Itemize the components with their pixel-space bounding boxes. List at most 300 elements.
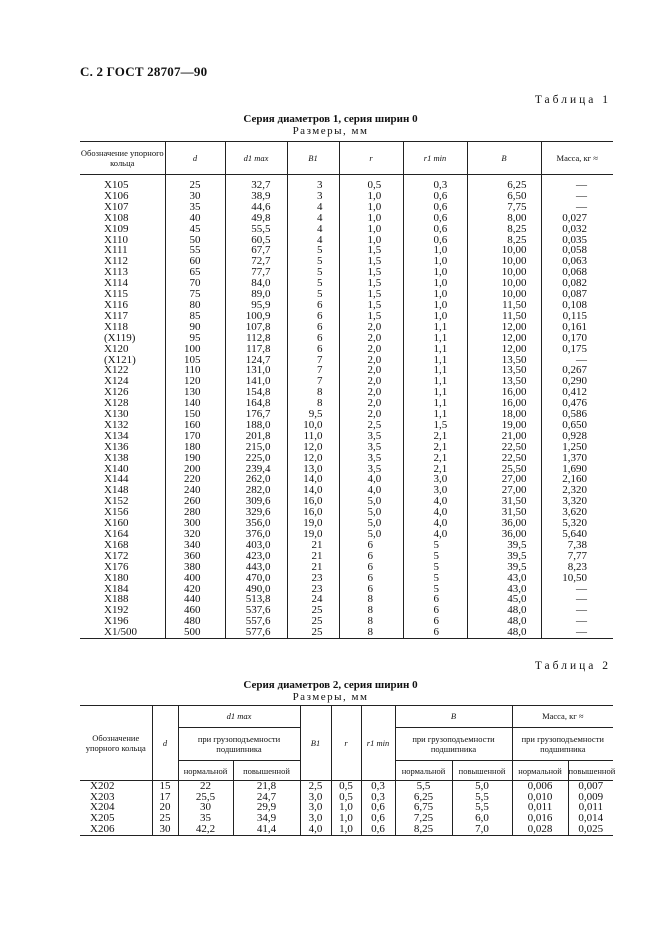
table-cell: 6 xyxy=(339,562,403,573)
table1-body xyxy=(80,175,613,639)
table-cell: X1/500 xyxy=(80,627,165,638)
table-cell: 90 xyxy=(165,322,225,333)
table-cell: 17 xyxy=(152,792,178,803)
table-cell: 89,0 xyxy=(225,289,287,300)
table-cell: 2,0 xyxy=(339,387,403,398)
table-cell: 0,6 xyxy=(403,235,467,246)
table-cell: 107,8 xyxy=(225,322,287,333)
table-cell: 1,690 xyxy=(541,464,613,475)
table-row xyxy=(80,562,613,573)
table-cell: 60,5 xyxy=(225,235,287,246)
table-cell: X138 xyxy=(80,453,165,464)
table-cell: 44,6 xyxy=(225,202,287,213)
table2-header-mass-normal: нормальной xyxy=(512,761,568,781)
table-cell: 0,014 xyxy=(568,813,613,824)
table-row xyxy=(80,300,613,311)
table-cell: 2,1 xyxy=(403,464,467,475)
table-cell: 15 xyxy=(152,781,178,792)
table-cell: 1,1 xyxy=(403,344,467,355)
table-cell: 1,0 xyxy=(403,256,467,267)
table-cell: 5 xyxy=(403,551,467,562)
table-cell: 4 xyxy=(287,202,339,213)
table-row xyxy=(80,551,613,562)
table-cell: X122 xyxy=(80,365,165,376)
table-cell: X136 xyxy=(80,442,165,453)
table-cell: 7,75 xyxy=(467,202,541,213)
table-cell: 0,6 xyxy=(361,813,395,824)
table-cell: 27,00 xyxy=(467,485,541,496)
table-cell: 50 xyxy=(165,235,225,246)
table1-header-row xyxy=(80,142,613,175)
table-cell: 14,0 xyxy=(287,474,339,485)
table-row xyxy=(80,507,613,518)
table-cell: 30 xyxy=(165,191,225,202)
table-cell: 0,009 xyxy=(568,792,613,803)
table-cell: 25,50 xyxy=(467,464,541,475)
table-cell: 7 xyxy=(287,355,339,366)
table-cell: — xyxy=(541,202,613,213)
table-cell: 1,1 xyxy=(403,376,467,387)
table-cell: 3 xyxy=(287,175,339,191)
table-row xyxy=(80,431,613,442)
table-cell: 10,0 xyxy=(287,420,339,431)
table-cell: 13,50 xyxy=(467,355,541,366)
table-cell: 1,0 xyxy=(403,289,467,300)
table-row xyxy=(80,175,613,191)
table-row xyxy=(80,387,613,398)
table-cell: 8,25 xyxy=(395,824,452,835)
table-cell: 13,0 xyxy=(287,464,339,475)
table-cell: X156 xyxy=(80,507,165,518)
table-cell: 0,290 xyxy=(541,376,613,387)
table-cell: 6 xyxy=(403,605,467,616)
table-cell: 8,25 xyxy=(467,224,541,235)
table-cell: 55 xyxy=(165,245,225,256)
table-cell: 2,1 xyxy=(403,453,467,464)
table-cell: 1,5 xyxy=(339,245,403,256)
table-cell: 105 xyxy=(165,355,225,366)
table-cell: 0,087 xyxy=(541,289,613,300)
table-cell: 55,5 xyxy=(225,224,287,235)
table-cell: 5 xyxy=(287,278,339,289)
table-row xyxy=(80,453,613,464)
table-cell: 403,0 xyxy=(225,540,287,551)
table-cell: X202 xyxy=(80,781,152,792)
table-cell: 49,8 xyxy=(225,213,287,224)
table-cell: 6,75 xyxy=(395,802,452,813)
table-cell: 201,8 xyxy=(225,431,287,442)
table-cell: 6 xyxy=(339,551,403,562)
table-row xyxy=(80,485,613,496)
table-cell: 0,5 xyxy=(331,792,361,803)
table-cell: 0,108 xyxy=(541,300,613,311)
table-cell: 2,1 xyxy=(403,431,467,442)
table-cell: 0,161 xyxy=(541,322,613,333)
table-cell: — xyxy=(541,594,613,605)
table-cell: 10,00 xyxy=(467,289,541,300)
table1-header-d: d xyxy=(165,142,225,175)
table-cell: 0,011 xyxy=(512,802,568,813)
table-cell: X176 xyxy=(80,562,165,573)
table1-header-designation: Обозначение упорного кольца xyxy=(80,142,165,175)
table-cell: 0,6 xyxy=(361,802,395,813)
table-cell: 6 xyxy=(287,333,339,344)
table-cell: 513,8 xyxy=(225,594,287,605)
table-cell: 1,0 xyxy=(403,311,467,322)
table-cell: 1,370 xyxy=(541,453,613,464)
table-cell: X112 xyxy=(80,256,165,267)
table-cell: 3,0 xyxy=(300,813,331,824)
table-cell: (X119) xyxy=(80,333,165,344)
table-cell: 280 xyxy=(165,507,225,518)
table-row xyxy=(80,420,613,431)
table-cell: 5,5 xyxy=(452,792,512,803)
table-cell: — xyxy=(541,175,613,191)
table-cell: 11,0 xyxy=(287,431,339,442)
table-cell: 4,0 xyxy=(403,529,467,540)
table-row xyxy=(80,344,613,355)
table-row xyxy=(80,474,613,485)
table-cell: 1,0 xyxy=(331,813,361,824)
table-cell: 6 xyxy=(403,594,467,605)
table-cell: 262,0 xyxy=(225,474,287,485)
table-cell: 23 xyxy=(287,573,339,584)
table2-subtitle: Размеры, мм xyxy=(292,691,369,703)
table-cell: 2,0 xyxy=(339,344,403,355)
table-cell: 5,0 xyxy=(339,529,403,540)
table-cell: 8,25 xyxy=(467,235,541,246)
table-cell: 0,006 xyxy=(512,781,568,792)
table-cell: 5,320 xyxy=(541,518,613,529)
table-cell: 5,0 xyxy=(339,507,403,518)
table-cell: 5 xyxy=(403,573,467,584)
table-cell: 443,0 xyxy=(225,562,287,573)
table-cell: X168 xyxy=(80,540,165,551)
table-cell: 117,8 xyxy=(225,344,287,355)
table-cell: 8 xyxy=(339,616,403,627)
table-cell: 282,0 xyxy=(225,485,287,496)
table-cell: 20 xyxy=(152,802,178,813)
table-cell: 13,50 xyxy=(467,376,541,387)
table-row xyxy=(80,365,613,376)
table-cell: 5 xyxy=(287,267,339,278)
table1-header-d1max: d1 max xyxy=(225,142,287,175)
table-cell: 35 xyxy=(165,202,225,213)
table-cell: X152 xyxy=(80,496,165,507)
table-row xyxy=(80,529,613,540)
table-cell: X124 xyxy=(80,376,165,387)
table-cell: 2,0 xyxy=(339,376,403,387)
table-cell: — xyxy=(541,191,613,202)
table-cell: 5,5 xyxy=(395,781,452,792)
table-cell: 3,0 xyxy=(403,474,467,485)
table-cell: 0,027 xyxy=(541,213,613,224)
table-cell: X196 xyxy=(80,616,165,627)
table-cell: 356,0 xyxy=(225,518,287,529)
table1-header-r: r xyxy=(339,142,403,175)
table-cell: 140 xyxy=(165,398,225,409)
table-row xyxy=(80,616,613,627)
table-cell: 3,0 xyxy=(300,792,331,803)
table2-title: Серия диаметров 2, серия ширин 0 xyxy=(243,679,418,691)
table-cell: 0,6 xyxy=(361,824,395,835)
table-cell: 48,0 xyxy=(467,605,541,616)
table-cell: 3,5 xyxy=(339,453,403,464)
table-cell: 376,0 xyxy=(225,529,287,540)
table-row xyxy=(80,584,613,595)
table-row xyxy=(80,245,613,256)
table-cell: 75 xyxy=(165,289,225,300)
table2-header-d1max: d1 max xyxy=(178,706,300,728)
table-cell: 1,1 xyxy=(403,322,467,333)
table-cell: 21 xyxy=(287,551,339,562)
table-cell: 4,0 xyxy=(403,507,467,518)
table-cell: 6 xyxy=(287,344,339,355)
table-row xyxy=(80,267,613,278)
table-cell: 16,00 xyxy=(467,398,541,409)
table-cell: 5 xyxy=(403,562,467,573)
table-cell: 12,00 xyxy=(467,322,541,333)
table-cell: X180 xyxy=(80,573,165,584)
table-row xyxy=(80,213,613,224)
table-cell: 4,0 xyxy=(403,496,467,507)
table-cell: 25 xyxy=(287,627,339,638)
table-cell: 67,7 xyxy=(225,245,287,256)
table-cell: 6,25 xyxy=(467,175,541,191)
table-cell: 215,0 xyxy=(225,442,287,453)
table-cell: 30 xyxy=(178,802,233,813)
table-cell: 25,5 xyxy=(178,792,233,803)
table-cell: 4 xyxy=(287,213,339,224)
table-cell: X204 xyxy=(80,802,152,813)
table-cell: 100,9 xyxy=(225,311,287,322)
table2-header-row-1 xyxy=(80,706,613,728)
table-cell: 6 xyxy=(287,311,339,322)
table-cell: X115 xyxy=(80,289,165,300)
table-cell: 3 xyxy=(287,191,339,202)
table-cell: 3,5 xyxy=(339,442,403,453)
table-cell: 2,0 xyxy=(339,333,403,344)
table-cell: 0,170 xyxy=(541,333,613,344)
table2-header-load-mass: при грузоподъемности подшипника xyxy=(512,727,613,761)
table-cell: 0,035 xyxy=(541,235,613,246)
table-cell: 1,250 xyxy=(541,442,613,453)
table-cell: 6 xyxy=(287,300,339,311)
table-cell: 360 xyxy=(165,551,225,562)
table-cell: 6,0 xyxy=(452,813,512,824)
table-cell: 14,0 xyxy=(287,485,339,496)
table-row xyxy=(80,594,613,605)
table-cell: 8 xyxy=(287,398,339,409)
table-cell: 5 xyxy=(287,245,339,256)
table-cell: 1,1 xyxy=(403,355,467,366)
table2-header-mass: Масса, кг ≈ xyxy=(512,706,613,728)
table-cell: X106 xyxy=(80,191,165,202)
table-cell: 36,00 xyxy=(467,518,541,529)
table-cell: 22,50 xyxy=(467,442,541,453)
table-cell: 320 xyxy=(165,529,225,540)
table-cell: 154,8 xyxy=(225,387,287,398)
table-cell: 21,00 xyxy=(467,431,541,442)
table-cell: 10,50 xyxy=(541,573,613,584)
table-cell: 460 xyxy=(165,605,225,616)
table2-header-designation: Обозначение упорного кольца xyxy=(80,706,152,781)
table-cell: X206 xyxy=(80,824,152,835)
table-cell: 10,00 xyxy=(467,245,541,256)
table-cell: 2,0 xyxy=(339,409,403,420)
table-cell: 6 xyxy=(403,627,467,638)
table-row xyxy=(80,355,613,366)
table-cell: 60 xyxy=(165,256,225,267)
table-cell: — xyxy=(541,616,613,627)
table-cell: X188 xyxy=(80,594,165,605)
table1-header-mass: Масса, кг ≈ xyxy=(541,142,613,175)
table-cell: 43,0 xyxy=(467,584,541,595)
table-cell: 34,9 xyxy=(233,813,300,824)
table-cell: 1,5 xyxy=(339,278,403,289)
table-cell: 180 xyxy=(165,442,225,453)
table-cell: 340 xyxy=(165,540,225,551)
table-cell: 32,7 xyxy=(225,175,287,191)
table-cell: 4,0 xyxy=(339,474,403,485)
table-cell: X203 xyxy=(80,792,152,803)
table-cell: 1,0 xyxy=(403,267,467,278)
table-row xyxy=(80,398,613,409)
table-cell: 1,0 xyxy=(331,824,361,835)
table-cell: 2,5 xyxy=(300,781,331,792)
table-cell: 1,0 xyxy=(403,300,467,311)
table-cell: — xyxy=(541,605,613,616)
table-row xyxy=(80,464,613,475)
table-row xyxy=(80,824,613,835)
table-cell: 1,5 xyxy=(339,256,403,267)
table-cell: 31,50 xyxy=(467,496,541,507)
table2-header-r: r xyxy=(331,706,361,781)
table-cell: 10,00 xyxy=(467,278,541,289)
table-cell: 8 xyxy=(339,605,403,616)
table-cell: X116 xyxy=(80,300,165,311)
table-cell: 4,0 xyxy=(300,824,331,835)
table-cell: 1,5 xyxy=(403,420,467,431)
table-cell: 1,1 xyxy=(403,398,467,409)
table1-title: Серия диаметров 1, серия ширин 0 xyxy=(243,113,418,125)
table-cell: 2,1 xyxy=(403,442,467,453)
table-cell: 25 xyxy=(152,813,178,824)
table-cell: 5 xyxy=(403,540,467,551)
table-cell: X205 xyxy=(80,813,152,824)
table-cell: 0,058 xyxy=(541,245,613,256)
table-cell: 8 xyxy=(339,594,403,605)
table-cell: 36,00 xyxy=(467,529,541,540)
table-cell: 440 xyxy=(165,594,225,605)
page-header: С. 2 ГОСТ 28707—90 xyxy=(80,64,208,79)
table-cell: 8,00 xyxy=(467,213,541,224)
table-cell: X172 xyxy=(80,551,165,562)
table-cell: 0,5 xyxy=(339,175,403,191)
table-cell: 6 xyxy=(339,584,403,595)
table-row xyxy=(80,256,613,267)
table-cell: 1,0 xyxy=(339,224,403,235)
table-cell: X128 xyxy=(80,398,165,409)
table-cell: X114 xyxy=(80,278,165,289)
table-cell: 95,9 xyxy=(225,300,287,311)
table-cell: 48,0 xyxy=(467,627,541,638)
table-cell: 16,00 xyxy=(467,387,541,398)
table-cell: 1,0 xyxy=(403,278,467,289)
table-cell: 7 xyxy=(287,365,339,376)
table-cell: 22,50 xyxy=(467,453,541,464)
table-cell: 0,032 xyxy=(541,224,613,235)
table2-body xyxy=(80,781,613,836)
table-cell: 0,412 xyxy=(541,387,613,398)
table-row xyxy=(80,278,613,289)
table-cell: 1,5 xyxy=(339,300,403,311)
table-cell: X160 xyxy=(80,518,165,529)
table-cell: 42,2 xyxy=(178,824,233,835)
table-cell: 130 xyxy=(165,387,225,398)
table-cell: 12,0 xyxy=(287,453,339,464)
table-row xyxy=(80,289,613,300)
table-cell: — xyxy=(541,584,613,595)
table-cell: 6,50 xyxy=(467,191,541,202)
table-cell: 1,0 xyxy=(339,202,403,213)
table-cell: 380 xyxy=(165,562,225,573)
table1-subtitle: Размеры, мм xyxy=(292,125,369,137)
table-cell: 48,0 xyxy=(467,616,541,627)
table2-header-d: d xyxy=(152,706,178,781)
table-cell: 120 xyxy=(165,376,225,387)
table-cell: 31,50 xyxy=(467,507,541,518)
table-cell: 72,7 xyxy=(225,256,287,267)
table-cell: 1,0 xyxy=(339,235,403,246)
table-cell: 1,0 xyxy=(403,245,467,256)
table-cell: 8 xyxy=(287,387,339,398)
table-cell: X164 xyxy=(80,529,165,540)
table-cell: 420 xyxy=(165,584,225,595)
table-cell: 0,267 xyxy=(541,365,613,376)
table-cell: 38,9 xyxy=(225,191,287,202)
table-row xyxy=(80,333,613,344)
table-cell: 19,0 xyxy=(287,529,339,540)
table-cell: 0,010 xyxy=(512,792,568,803)
table-cell: 7 xyxy=(287,376,339,387)
table-cell: 1,0 xyxy=(331,802,361,813)
table-cell: 309,6 xyxy=(225,496,287,507)
table-cell: 39,5 xyxy=(467,551,541,562)
table-cell: 1,5 xyxy=(339,289,403,300)
table-cell: 300 xyxy=(165,518,225,529)
table-cell: 1,1 xyxy=(403,409,467,420)
table-row xyxy=(80,518,613,529)
table1-header-b: B xyxy=(467,142,541,175)
table-cell: 6 xyxy=(287,322,339,333)
table-cell: 11,50 xyxy=(467,300,541,311)
table-cell: 18,00 xyxy=(467,409,541,420)
table-cell: 4,0 xyxy=(339,485,403,496)
table-cell: 4 xyxy=(287,224,339,235)
table-cell: 21,8 xyxy=(233,781,300,792)
table-cell: 39,5 xyxy=(467,562,541,573)
table-cell: 6,25 xyxy=(395,792,452,803)
table-cell: 423,0 xyxy=(225,551,287,562)
table2-header-b: B xyxy=(395,706,512,728)
table-cell: 5 xyxy=(403,584,467,595)
table-cell: 29,9 xyxy=(233,802,300,813)
table-cell: 220 xyxy=(165,474,225,485)
table-cell: 557,6 xyxy=(225,616,287,627)
table-cell: 8,23 xyxy=(541,562,613,573)
table-cell: 537,6 xyxy=(225,605,287,616)
